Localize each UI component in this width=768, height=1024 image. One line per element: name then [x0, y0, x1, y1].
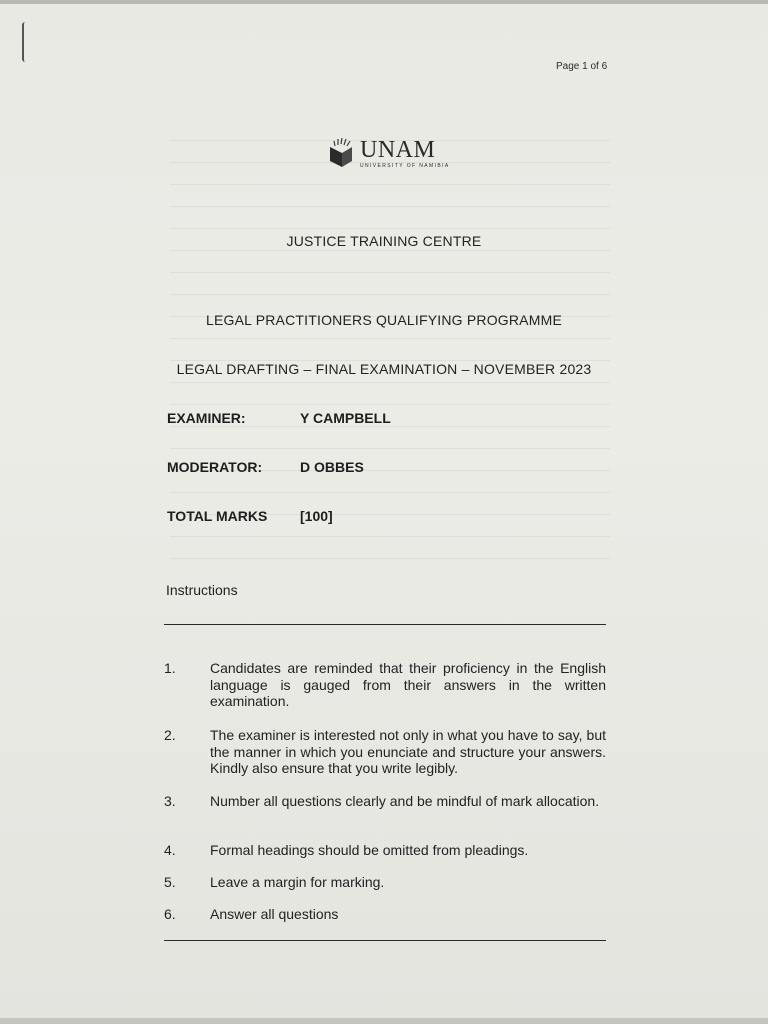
- unam-logo: [326, 137, 450, 169]
- programme-title: LEGAL PRACTITIONERS QUALIFYING PROGRAMME: [206, 312, 562, 328]
- instruction-text: Answer all questions: [210, 906, 339, 922]
- instruction-number: 2.: [164, 727, 176, 743]
- instruction-number: 1.: [164, 660, 176, 676]
- total-marks-label: TOTAL MARKS: [167, 508, 268, 524]
- instruction-text: Candidates are reminded that their proficiency in the English language is gauged from their answers in the written examination.: [210, 660, 606, 709]
- logo-name: UNAM: [360, 136, 436, 163]
- instruction-text: Leave a margin for marking.: [210, 874, 385, 890]
- examiner-label: EXAMINER:: [167, 410, 246, 426]
- instruction-number: 6.: [164, 906, 176, 922]
- total-marks-value: [100]: [300, 508, 333, 524]
- instruction-text: Formal headings should be omitted from pleadings.: [210, 842, 529, 858]
- instruction-number: 4.: [164, 842, 176, 858]
- instructions-heading: Instructions: [166, 582, 238, 598]
- instruction-number: 3.: [164, 793, 176, 809]
- binder-mark: [22, 22, 29, 62]
- divider-bottom: [164, 940, 606, 941]
- logo-subtitle: UNIVERSITY OF NAMIBIA: [360, 162, 450, 169]
- instruction-number: 5.: [164, 874, 176, 890]
- moderator-label: MODERATOR:: [167, 459, 263, 475]
- instruction-text: Number all questions clearly and be mindful of mark allocation.: [210, 793, 600, 809]
- paper-bottom-edge: [0, 1018, 768, 1024]
- examiner-value: Y CAMPBELL: [300, 410, 391, 426]
- instruction-text: The examiner is interested not only in what you have to say, but the manner in which you enunciate and structure your answers. Kindly also ensure that you write legibly.: [210, 727, 606, 776]
- book-logo-icon: [326, 137, 356, 169]
- paper-top-edge: [0, 0, 768, 4]
- show-through-text: [170, 136, 610, 560]
- moderator-value: D OBBES: [300, 459, 364, 475]
- page-number: Page 1 of 6: [556, 61, 608, 72]
- exam-title: LEGAL DRAFTING – FINAL EXAMINATION – NOVEMBER 2023: [176, 361, 592, 377]
- centre-title: JUSTICE TRAINING CENTRE: [286, 233, 482, 249]
- divider-top: [164, 624, 606, 625]
